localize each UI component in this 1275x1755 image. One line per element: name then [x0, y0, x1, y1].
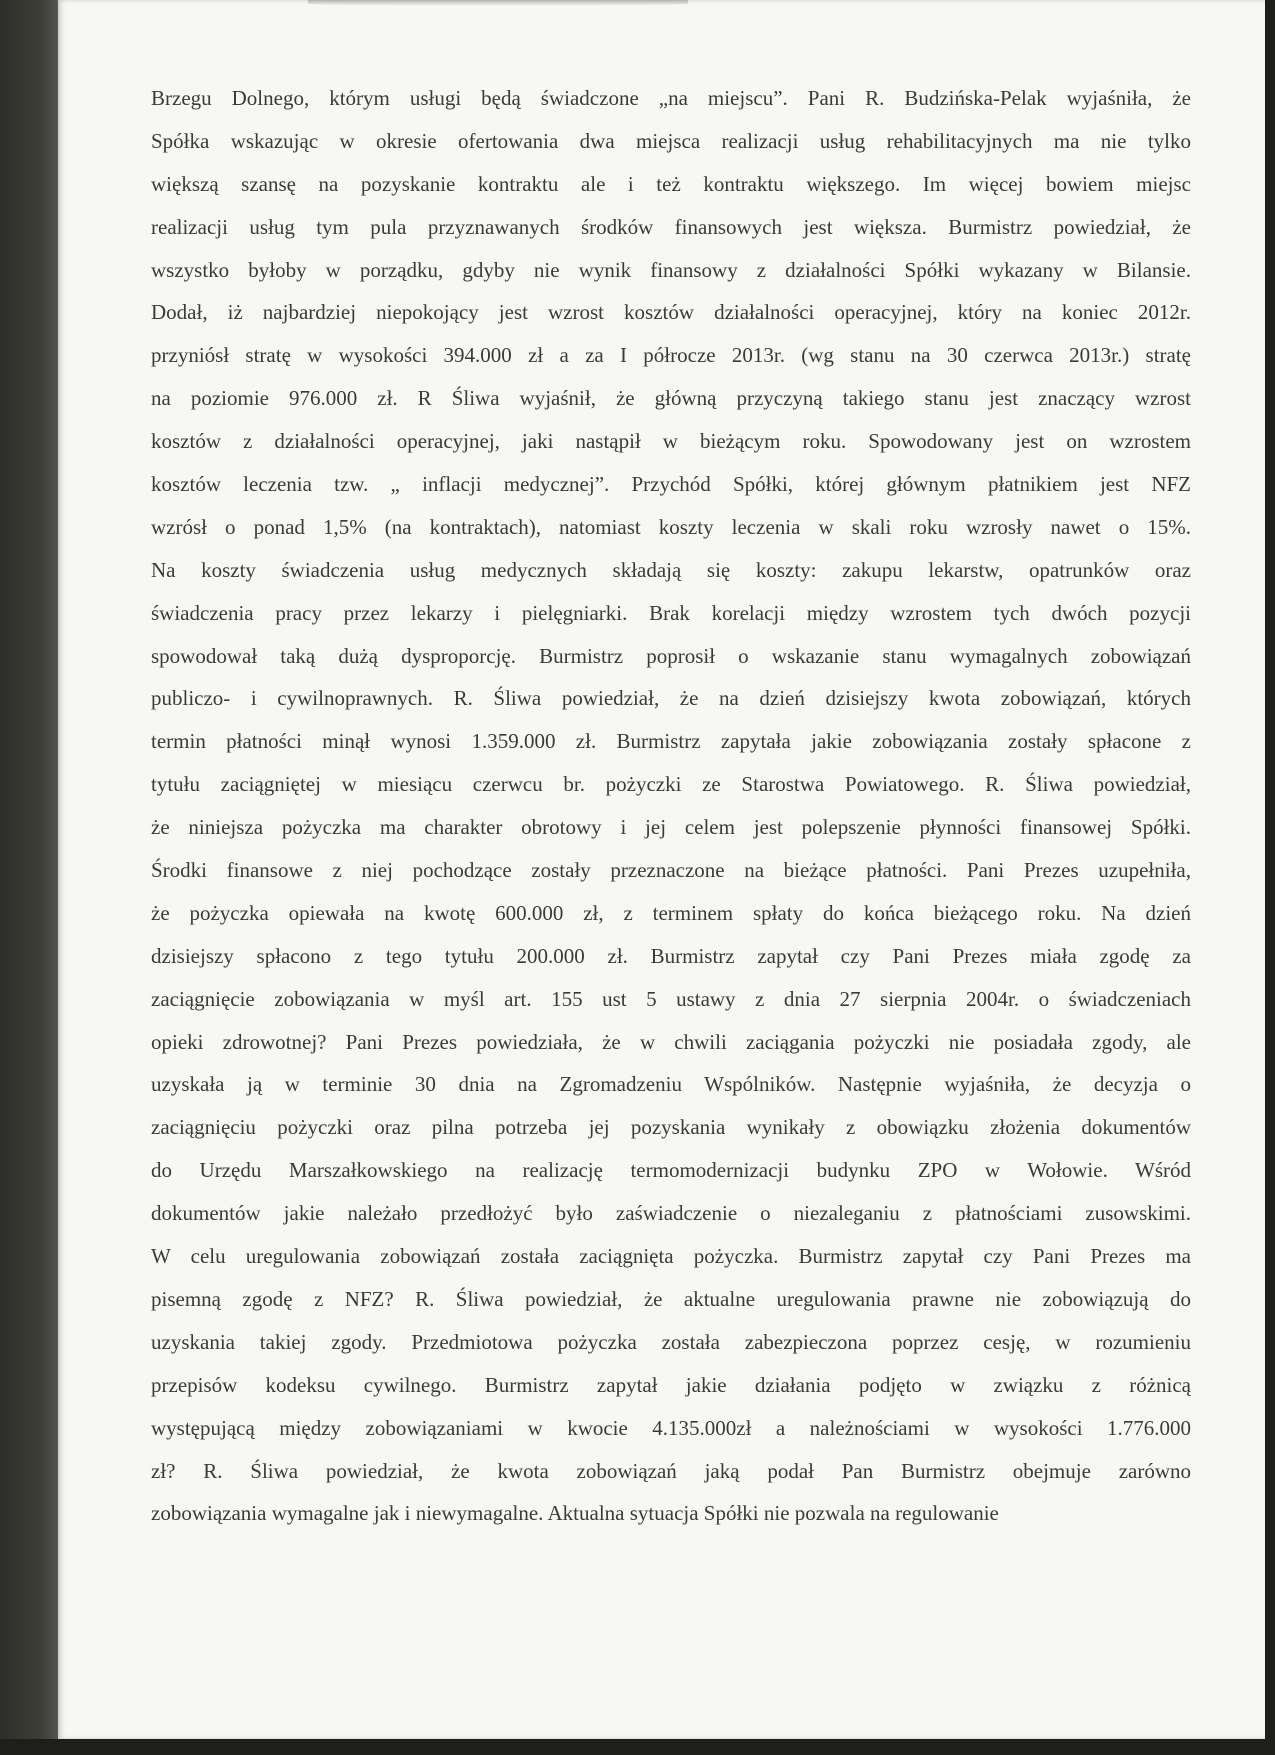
text-line: kosztów leczenia tzw. „ inflacji medycznej”. Przychód Spółki, której głównym płatnikiem jest NFZ: [151, 472, 1191, 497]
text-line: dokumentów jakie należało przedłożyć było zaświadczenie o niezaleganiu z płatnościami zusowskimi.: [151, 1201, 1191, 1226]
text-line: Dodał, iż najbardziej niepokojący jest wzrost kosztów działalności operacyjnej, który na koniec 2012r.: [151, 300, 1191, 325]
text-line: świadczenia pracy przez lekarzy i pielęgniarki. Brak korelacji między wzrostem tych dwóch pozycji: [151, 600, 1191, 625]
text-line: pisemną zgodę z NFZ? R. Śliwa powiedział, że aktualne uregulowania prawne nie zobowiązują do: [151, 1286, 1191, 1311]
text-line: publiczo- i cywilnoprawnych. R. Śliwa powiedział, że na dzień dzisiejszy kwota zobowiązań, których: [151, 686, 1191, 711]
text-line: Na koszty świadczenia usług medycznych składają się koszty: zakupu lekarstw, opatrunków oraz: [151, 557, 1191, 582]
text-line: większą szansę na pozyskanie kontraktu ale i też kontraktu większego. Im więcej bowiem miejsc: [151, 171, 1191, 196]
text-line: realizacji usług tym pula przyznawanych środków finansowych jest większa. Burmistrz powiedział, że: [151, 214, 1191, 239]
text-line: zobowiązania wymagalne jak i niewymagalne. Aktualna sytuacja Spółki nie pozwala na regulowanie: [151, 1501, 999, 1526]
text-line: wzrósł o ponad 1,5% (na kontraktach), natomiast koszty leczenia w skali roku wzrosły nawet o 15%.: [151, 514, 1191, 539]
text-line: wszystko byłoby w porządku, gdyby nie wynik finansowy z działalności Spółki wykazany w Bilansie.: [151, 257, 1191, 282]
text-line: że niniejsza pożyczka ma charakter obrotowy i jej celem jest polepszenie płynności finansowej Spółki.: [151, 815, 1191, 840]
scanner-bottom-edge: [0, 1739, 1275, 1755]
body-text: [151, 77, 1191, 1535]
text-line: opieki zdrowotnej? Pani Prezes powiedziała, że w chwili zaciągania pożyczki nie posiadała zgody, ale: [151, 1029, 1191, 1054]
text-line: Brzegu Dolnego, którym usługi będą świadczone „na miejscu”. Pani R. Budzińska-Pelak wyjaśniła, że: [151, 86, 1191, 110]
text-line: uzyskała ją w terminie 30 dnia na Zgromadzeniu Wspólników. Następnie wyjaśniła, że decyzja o: [151, 1072, 1191, 1097]
text-line: dzisiejszy spłacono z tego tytułu 200.000 zł. Burmistrz zapytał czy Pani Prezes miała zgodę za: [151, 943, 1191, 968]
text-line: do Urzędu Marszałkowskiego na realizację termomodernizacji budynku ZPO w Wołowie. Wśród: [151, 1158, 1191, 1183]
scanner-right-edge: [1265, 0, 1275, 1755]
text-line: Spółka wskazując w okresie ofertowania dwa miejsca realizacji usług rehabilitacyjnych ma nie tylko: [151, 128, 1191, 153]
text-line: W celu uregulowania zobowiązań została zaciągnięta pożyczka. Burmistrz zapytał czy Pani Prezes ma: [151, 1244, 1191, 1269]
text-line: przepisów kodeksu cywilnego. Burmistrz zapytał jakie działania podjęto w związku z różnicą: [151, 1372, 1191, 1397]
scan-shadow: [308, 0, 688, 6]
text-line: uzyskania takiej zgody. Przedmiotowa pożyczka została zabezpieczona poprzez cesję, w rozumieniu: [151, 1329, 1191, 1354]
text-line: spowodował taką dużą dysproporcję. Burmistrz poprosił o wskazanie stanu wymagalnych zobowiązań: [151, 643, 1191, 668]
text-line: przyniósł stratę w wysokości 394.000 zł a za I półrocze 2013r. (wg stanu na 30 czerwca 2013r.) stratę: [151, 343, 1191, 368]
text-line: zaciągnięcie zobowiązania w myśl art. 155 ust 5 ustawy z dnia 27 sierpnia 2004r. o świadczeniach: [151, 986, 1191, 1011]
text-line: zaciągnięciu pożyczki oraz pilna potrzeba jej pozyskania wynikały z obowiązku złożenia dokumentów: [151, 1115, 1191, 1140]
text-line: na poziomie 976.000 zł. R Śliwa wyjaśnił, że główną przyczyną takiego stanu jest znaczący wzrost: [151, 386, 1191, 411]
text-line: Środki finansowe z niej pochodzące zostały przeznaczone na bieżące płatności. Pani Prezes uzupełniła,: [151, 858, 1191, 883]
text-line: termin płatności minął wynosi 1.359.000 zł. Burmistrz zapytała jakie zobowiązania zostały spłacone z: [151, 729, 1191, 754]
scanner-left-edge: [0, 0, 58, 1755]
text-line: zł? R. Śliwa powiedział, że kwota zobowiązań jaką podał Pan Burmistrz obejmuje zarówno: [151, 1458, 1191, 1483]
text-line: że pożyczka opiewała na kwotę 600.000 zł, z terminem spłaty do końca bieżącego roku. Na dzień: [151, 900, 1191, 925]
text-line: tytułu zaciągniętej w miesiącu czerwcu br. pożyczki ze Starostwa Powiatowego. R. Śliwa powiedział,: [151, 772, 1191, 797]
text-line: występującą między zobowiązaniami w kwocie 4.135.000zł a należnościami w wysokości 1.776.000: [151, 1415, 1191, 1440]
text-line: kosztów z działalności operacyjnej, jaki nastąpił w bieżącym roku. Spowodowany jest on wzrostem: [151, 429, 1191, 454]
